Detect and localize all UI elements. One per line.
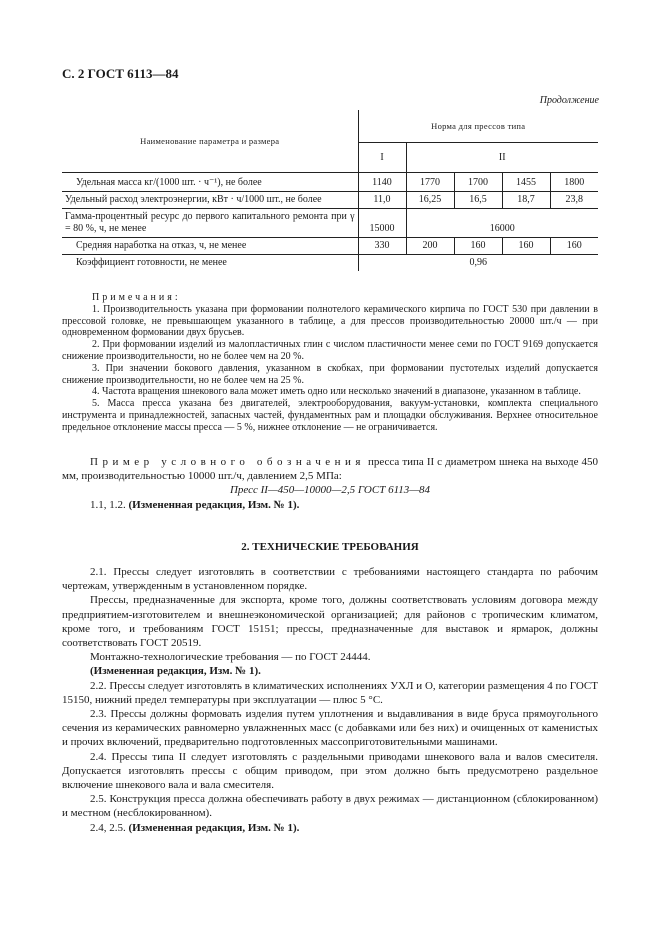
notes-block bbox=[62, 292, 598, 434]
cell: 160 bbox=[550, 238, 598, 255]
col-norm-header: Норма для прессов типа bbox=[358, 110, 598, 143]
revision-num: 2.4, 2.5. bbox=[90, 821, 129, 834]
cell: 23,8 bbox=[550, 192, 598, 209]
note-item: 1. Производительность указана при формовании полнотелого керамического кирпича по ГОСТ 530 при давлении в прессовой головке, не превышающем указанного в таблице, а для прессов производительностью 20000 шт./ч — при одновременном формовании двух брусьев. bbox=[62, 303, 598, 339]
note-item: 2. При формовании изделий из малопластичных глин с числом пластичности менее семи по ГОСТ 9169 допускается снижение производительности, но не более чем на 20 %. bbox=[62, 339, 598, 362]
cell: 330 bbox=[358, 238, 406, 255]
cell: 1700 bbox=[454, 173, 502, 192]
section-title: 2. ТЕХНИЧЕСКИЕ ТРЕБОВАНИЯ bbox=[241, 541, 419, 553]
table-row bbox=[62, 255, 598, 272]
row-name: Коэффициент готовности, не менее bbox=[76, 257, 227, 268]
row-name: Гамма-процентный ресурс до первого капитального ремонта при γ = 80 %, ч, не менее bbox=[62, 209, 358, 238]
cell: 16,25 bbox=[406, 192, 454, 209]
cell: 16000 bbox=[406, 209, 598, 238]
cell: 1770 bbox=[406, 173, 454, 192]
example-designation: Пресс II—450—10000—2,5 ГОСТ 6113—84 bbox=[229, 484, 431, 497]
revision-num: 1.1, 1.2. bbox=[90, 498, 129, 511]
cell: 15000 bbox=[358, 209, 406, 238]
example-text: пресса типа II с диаметром шнека на выходе 450 мм, производительностью 10000 шт./ч, давлением 2,5 МПа: bbox=[62, 456, 599, 483]
revision-note: (Измененная редакция, Изм. № 1). bbox=[90, 665, 261, 678]
cell: 18,7 bbox=[502, 192, 550, 209]
cell: 16,5 bbox=[454, 192, 502, 209]
type-1-header: I bbox=[358, 143, 406, 173]
paragraph: 2.2. Прессы следует изготовлять в климатических исполнениях УХЛ и О, категории размещения 4 по ГОСТ 15150, нижний предел температуры при эксплуатации — плюс 5 °С. bbox=[62, 679, 598, 706]
cell: 1140 bbox=[358, 173, 406, 192]
cell: 200 bbox=[406, 238, 454, 255]
paragraph: Прессы, предназначенные для экспорта, кроме того, должны соответствовать условиям договора между предприятием-изготовителем и внешнеэкономической организацией; для районов с тропическим климатом, кроме того, и требованиям ГОСТ 15151; прессы, предназначенные для выставок и ярмарок, должны соответствовать ГОСТ 20519. bbox=[62, 594, 598, 650]
table-row bbox=[62, 192, 598, 209]
paragraph: 2.4. Прессы типа II следует изготовлять с раздельными приводами шнекового вала и валов смесителя. Допускается изготовлять прессы с общим приводом, при этом должно быть предусмотрено раздельное включение шнекового вала и вала смесителя. bbox=[62, 750, 598, 792]
col-param-header: Наименование параметра и размера bbox=[62, 110, 358, 173]
row-name: Средняя наработка на отказ, ч, не менее bbox=[62, 238, 358, 255]
page-header: С. 2 ГОСТ 6113—84 bbox=[62, 66, 179, 81]
parameters-table bbox=[62, 110, 598, 271]
section-body bbox=[62, 565, 598, 835]
note-item: 5. Масса пресса указана без двигателей, электрооборудования, вакуум-установки, комплекта специального инструмента и принадлежностей, запасных частей, фундаментных рам и площадки обслуживания. Верхнее относительное предельное отклонение массы пресса — 5 %, нижнее отклонение — не ограничивается. bbox=[62, 398, 598, 433]
type-2-header: II bbox=[406, 143, 598, 173]
cell: 0,96 bbox=[358, 255, 598, 272]
note-item: 4. Частота вращения шнекового вала может иметь одно или несколько значений в диапазоне, указанном в таблице. bbox=[92, 386, 581, 398]
continuation-label: Продолжение bbox=[539, 95, 599, 106]
revision-note: (Измененная редакция, Изм. № 1). bbox=[128, 498, 300, 511]
cell: 1455 bbox=[502, 173, 550, 192]
cell: 160 bbox=[502, 238, 550, 255]
paragraph: 2.3. Прессы должны формовать изделия путем уплотнения и выдавливания в виде бруса прямоугольного сечения из керамических равномерно увлажненных масс (с добавками или без них) и очищенных от каменистых и прочих включений, предварительно подготовленных массоприготовительными машинами. bbox=[62, 708, 598, 749]
cell: 160 bbox=[454, 238, 502, 255]
example-block bbox=[62, 455, 598, 512]
row-name: Удельная масса кг/(1000 шт. · ч⁻¹), не более bbox=[62, 173, 358, 192]
row-name: Удельный расход электроэнергии, кВт · ч/1000 шт., не более bbox=[62, 192, 358, 209]
paragraph: 2.1. Прессы следует изготовлять в соответствии с требованиями настоящего стандарта по рабочим чертежам, утвержденным в установленном порядке. bbox=[62, 566, 598, 593]
cell: 1800 bbox=[550, 173, 598, 192]
table-row bbox=[62, 238, 598, 255]
example-label: Пример условного обозначения bbox=[90, 456, 365, 468]
paragraph: 2.5. Конструкция пресса должна обеспечивать работу в двух режимах — дистанционном (сблокированном) и местном (несблокированном). bbox=[62, 793, 598, 820]
revision-note: (Измененная редакция, Изм. № 1). bbox=[128, 821, 300, 834]
table-row bbox=[62, 209, 598, 238]
paragraph: Монтажно-технологические требования — по ГОСТ 24444. bbox=[90, 651, 371, 664]
notes-title: Примечания: bbox=[92, 292, 181, 303]
note-item: 3. При значении бокового давления, указанном в скобках, при формовании пустотелых изделий допускается снижение производительности, но не более чем на 25 %. bbox=[62, 362, 598, 386]
cell: 11,0 bbox=[358, 192, 406, 209]
table-row bbox=[62, 173, 598, 192]
